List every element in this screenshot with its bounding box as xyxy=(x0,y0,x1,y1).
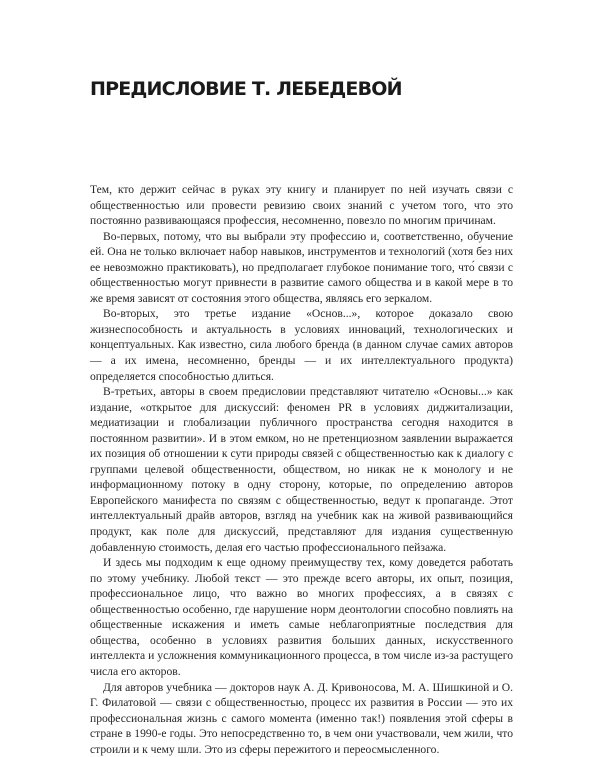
body-text xyxy=(90,182,513,757)
paragraph: Тем, кто держит сейчас в руках эту книгу и планирует по ней изучать связи с общественностью или провести ревизию своих знаний с учетом того, что это постоянно развивающаяся профессия, несомненно, повезло по многим причинам. xyxy=(90,182,513,229)
paragraph: В-третьих, авторы в своем предисловии представляют читателю «Основы...» как издание, «открытое для дискуссий: феномен PR в условиях диджитализации, медиатизации и глобализации публичного пространства сегодня находится в постоянном развитии». И в этом емком, но не претенциозном заявлении выражается их позиция об отношении к сути природы связей с общественностью как к диалогу с группами целевой общественности, обществом, но никак не к монологу и не информационному потоку в одну сторону, которые, по определению авторов Европейского манифеста по связям с общественностью, ведут к пропаганде. Этот интеллектуальный драйв авторов, взгляд на учебник как на живой развивающийся продукт, как поле для дискуссий, представляют для издания существенную добавленную стоимость, делая его частью профессионального пейзажа. xyxy=(90,384,513,555)
paragraph: Во-первых, потому, что вы выбрали эту профессию и, соответственно, обучение ей. Она не только включает набор навыков, инструментов и технологий (хотя без них ее невозможно практиковать), но предполагает глубокое понимание того, что́ связи с общественностью могут привнести в развитие самого общества и в какой мере в то же время зависят от состояния этого общества, являясь его зеркалом. xyxy=(90,229,513,307)
paragraph: Во-вторых, это третье издание «Основ...», которое доказало свою жизнеспособность и актуальность в условиях инноваций, технологических и концептуальных. Как известно, сила любого бренда (в данном случае самих авторов — а их имена, несомненно, бренды — и их интеллектуального продукта) определяется способностью длиться. xyxy=(90,306,513,384)
paragraph: Для авторов учебника — докторов наук А. Д. Кривоносова, М. А. Шишкиной и О. Г. Филатовой — связи с общественностью, процесс их развития в России — это их профессиональная жизнь с самого момента (именно так!) появления этой сферы в стране в 1990-е годы. Это непосредственно то, в чем они участвовали, чем жили, что строили и к чему шли. Это из сферы пережитого и переосмысленного. xyxy=(90,680,513,757)
paragraph: И здесь мы подходим к еще одному преимуществу тех, кому доведется работать по этому учебнику. Любой текст — это прежде всего авторы, их опыт, позиция, профессиональное лицо, что важно во многих профессиях, а в связях с общественностью особенно, где нарушение норм деонтологии способно повлиять на общественные искажения и иметь самые неблагоприятные последствия для общества, особенно в условиях развития больших данных, искусственного интеллекта и усложнения коммуникационного процесса, в том числе из-за растущего числа его акторов. xyxy=(90,555,513,679)
chapter-title: ПРЕДИСЛОВИЕ Т. ЛЕБЕДЕВОЙ xyxy=(90,78,530,100)
